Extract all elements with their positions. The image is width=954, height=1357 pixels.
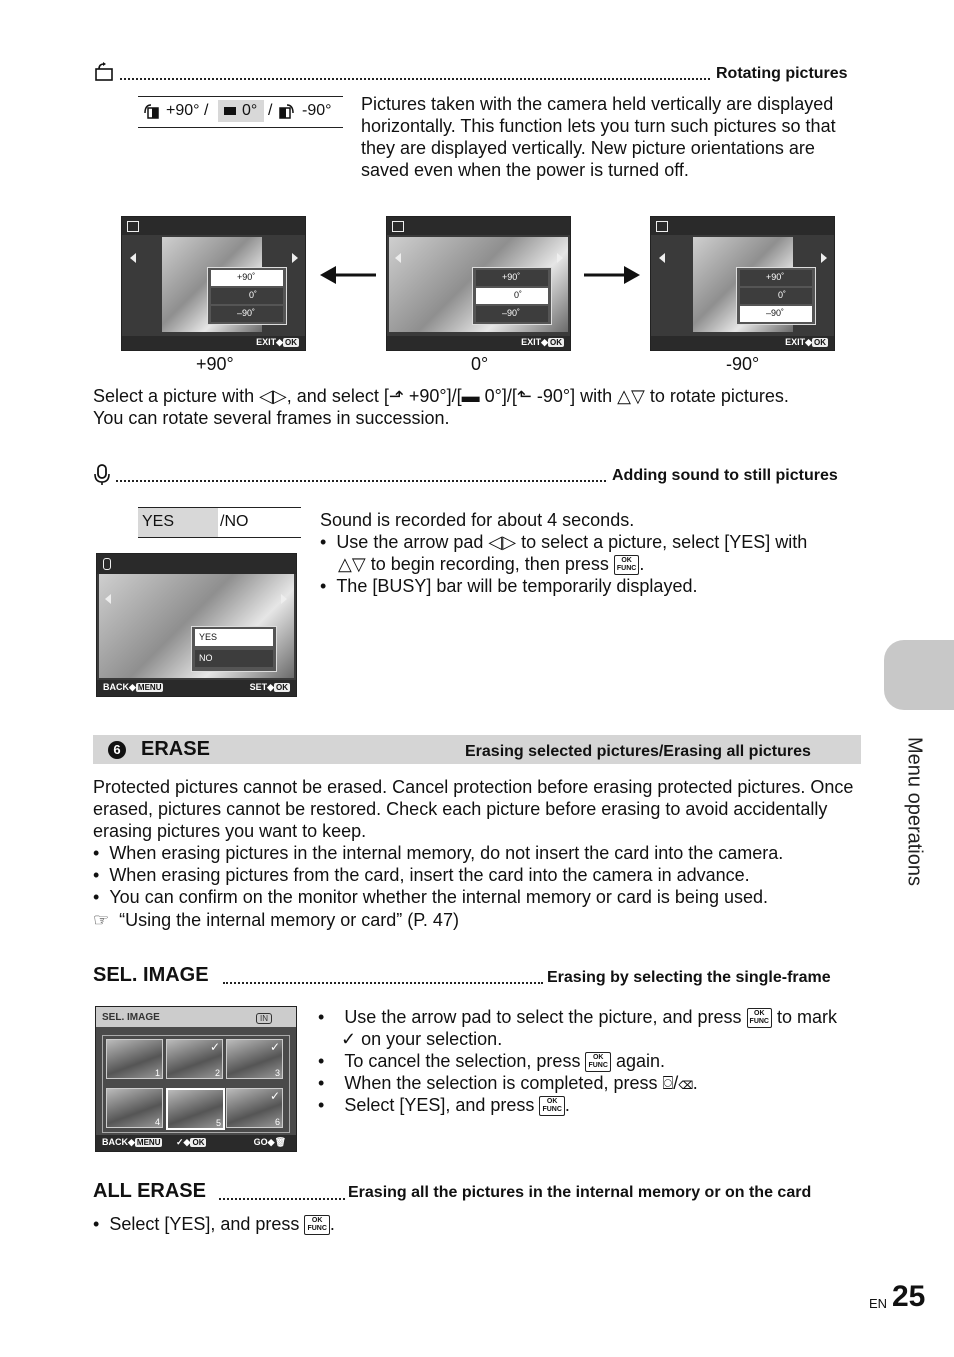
section-title-rotate: Rotating pictures	[716, 65, 848, 82]
side-tab-label: Menu operations	[903, 737, 926, 886]
erase-title: ERASE	[141, 738, 210, 760]
right-arrow-icon	[821, 253, 827, 263]
rotate-icon	[392, 221, 404, 232]
erase-bullet-3: • You can confirm on the monitor whether the internal memory or card is being used.	[93, 887, 768, 907]
sel-image-title: SEL. IMAGE	[93, 964, 209, 986]
sel-bullet-1-cont: ✓ on your selection.	[341, 1029, 503, 1049]
section-title-sound: Adding sound to still pictures	[612, 467, 838, 484]
rotate-icon	[127, 221, 139, 232]
thumb-grid	[102, 1035, 290, 1133]
sel-image-screen	[95, 1006, 297, 1152]
menu-row-minus90: –90˚	[211, 306, 283, 322]
option-plus90: +90° /	[166, 102, 209, 119]
up-down-arrows-icon: △▽	[338, 554, 366, 574]
rotate-plus-icon: ⬏	[388, 386, 404, 406]
right-arrow-icon	[281, 594, 287, 604]
ok-func-button-icon: OK FUNC	[585, 1052, 610, 1072]
all-erase-title: ALL ERASE	[93, 1180, 206, 1202]
mark-label: ✓◆ OK	[176, 1137, 205, 1147]
check-icon: ✓	[209, 1040, 220, 1054]
screen-header: SEL. IMAGE	[102, 1012, 160, 1023]
rotate-screen-zero	[386, 216, 571, 351]
pointing-hand-icon: ☞	[93, 910, 110, 930]
rotate-minus-icon: ⬑	[516, 386, 532, 406]
erase-subtitle: Erasing selected pictures/Erasing all pictures	[465, 743, 811, 760]
leader-dots	[120, 78, 710, 80]
ok-func-button-icon: OK FUNC	[747, 1008, 772, 1028]
footer-lang: EN	[869, 1296, 888, 1311]
sound-line1: Sound is recorded for about 4 seconds.	[320, 510, 635, 530]
sel-bullet-3: • When the selection is completed, press ⌼/⌫.	[318, 1073, 698, 1093]
all-erase-subtitle: Erasing all the pictures in the internal memory or on the card	[348, 1184, 812, 1201]
zero-rect-icon: ▬	[461, 386, 480, 406]
caption-plus90: +90°	[196, 354, 234, 374]
thumbnail[interactable]: 4	[106, 1088, 163, 1128]
thumbnail[interactable]: 2 ✓	[166, 1039, 223, 1079]
rotate-instruction-line1: Select a picture with ◁▷, and select [⬏ +90°]/[▬ 0°]/[⬑ -90°] with △▽ to rotate pictures.	[93, 386, 789, 406]
menu-row-plus90: +90˚	[476, 270, 548, 286]
sel-bullet-4: • Select [YES], and press OK FUNC .	[318, 1095, 570, 1115]
menu-row-zero: 0˚	[476, 288, 548, 304]
left-arrow-icon	[130, 253, 136, 263]
left-arrow-icon	[659, 253, 665, 263]
left-arrow-icon	[105, 594, 111, 604]
thumbnail[interactable]: 3 ✓	[226, 1039, 283, 1079]
rotate-menu	[207, 267, 287, 325]
rotate-plus-icon	[142, 103, 160, 119]
ok-func-button-icon: OK FUNC	[614, 555, 639, 575]
option-zero: 0°	[242, 102, 258, 119]
thumbnail[interactable]: 6 ✓	[226, 1088, 283, 1128]
side-tab	[884, 640, 954, 710]
sound-options	[138, 507, 301, 538]
rotate-instruction-line2: You can rotate several frames in succession.	[93, 408, 450, 428]
arrow-right-big	[582, 265, 640, 285]
ok-func-button-icon: OK FUNC	[539, 1096, 564, 1116]
rotate-screen-plus90	[121, 216, 306, 351]
sound-bullet2: • The [BUSY] bar will be temporarily displayed.	[320, 576, 698, 596]
left-right-arrows-icon: ◁▷	[259, 386, 287, 406]
erase-button-icon: ⌼/⌫	[662, 1073, 693, 1093]
sel-bullet-1: • Use the arrow pad to select the picture, and press OK FUNC to mark	[318, 1007, 838, 1027]
sound-menu	[191, 626, 277, 672]
check-icon: ✓	[269, 1040, 280, 1054]
thumbnail[interactable]: 1	[106, 1039, 163, 1079]
exit-label: EXIT◆ OK	[785, 337, 826, 347]
set-label: SET◆ OK	[249, 682, 288, 692]
sound-screen	[96, 553, 297, 697]
up-down-arrows-icon: △▽	[617, 386, 645, 406]
trash-icon: 🗑	[274, 1137, 286, 1147]
rotate-minus-icon	[278, 103, 296, 119]
sel-bullet-2: • To cancel the selection, press OK FUNC again.	[318, 1051, 665, 1071]
rotate-description: Pictures taken with the camera held vertically are displayed horizontally. This function lets you turn such pictures so that they are displayed vertically. New picture orientations are saved even when the power is turned off.	[361, 94, 836, 180]
ok-func-button-icon: OK FUNC	[304, 1215, 329, 1235]
erase-bullet-1: • When erasing pictures in the internal memory, do not insert the card into the camera.	[93, 843, 784, 863]
erase-reference	[93, 909, 459, 931]
menu-row-no: NO	[195, 650, 273, 667]
rotate-menu	[472, 267, 552, 325]
rotate-icon	[93, 62, 115, 82]
internal-memory-badge: IN	[256, 1013, 272, 1024]
exit-label: EXIT◆ OK	[521, 337, 562, 347]
erase-paragraph: Protected pictures cannot be erased. Cancel protection before erasing protected pictures. Once erased, pictures cannot be restored. Check each picture before erasing to avoid accidentally erasing pictures you want to keep.	[93, 777, 854, 841]
menu-row-plus90: +90˚	[211, 270, 283, 286]
right-arrow-icon	[292, 253, 298, 263]
menu-row-zero: 0˚	[211, 288, 283, 304]
leader-dots	[116, 480, 606, 482]
exit-label: EXIT◆ OK	[256, 337, 297, 347]
sound-bullet1-cont: △▽ to begin recording, then press OK FUNC .	[338, 554, 645, 574]
right-arrow-icon	[557, 253, 563, 263]
menu-row-zero: 0˚	[740, 288, 812, 304]
rotate-menu	[736, 267, 816, 325]
caption-zero: 0°	[471, 354, 489, 374]
left-arrow-icon	[395, 253, 401, 263]
option-minus90: -90°	[302, 102, 332, 119]
option-no: /NO	[220, 513, 249, 530]
caption-minus90: -90°	[726, 354, 760, 374]
sel-image-subtitle: Erasing by selecting the single-frame	[547, 969, 831, 986]
sound-bullet1: • Use the arrow pad ◁▷ to select a picture, select [YES] with	[320, 532, 808, 552]
erase-number-badge: 6	[108, 741, 126, 759]
check-mark-icon: ✓	[341, 1029, 357, 1049]
option-yes: YES	[142, 513, 175, 530]
leader-dots	[219, 1198, 345, 1200]
reference-link[interactable]: “Using the internal memory or card” (P. 47)	[119, 910, 459, 930]
rotate-icon	[656, 221, 668, 232]
left-right-arrows-icon: ◁▷	[488, 532, 517, 552]
menu-row-minus90: –90˚	[476, 306, 548, 322]
rotate-screen-minus90	[650, 216, 835, 351]
go-label: GO◆🗑	[253, 1137, 286, 1147]
rotate-options	[138, 96, 343, 128]
microphone-icon	[103, 558, 111, 570]
arrow-left-big	[320, 265, 378, 285]
check-icon: ✓	[269, 1089, 280, 1103]
leader-dots	[223, 982, 543, 984]
menu-row-plus90: +90˚	[740, 270, 812, 286]
all-erase-bullet: • Select [YES], and press OK FUNC .	[93, 1214, 335, 1234]
menu-row-minus90: –90˚	[740, 306, 812, 322]
back-label: BACK◆ MENU	[103, 682, 162, 692]
erase-bullet-2: • When erasing pictures from the card, insert the card into the camera in advance.	[93, 865, 750, 885]
back-label: BACK◆ MENU	[102, 1137, 161, 1147]
zero-rect-icon	[224, 107, 236, 115]
microphone-icon	[93, 464, 111, 486]
menu-row-yes: YES	[195, 629, 273, 646]
page-number: 25	[892, 1280, 926, 1313]
thumbnail-selected[interactable]: 5	[166, 1088, 225, 1130]
option-slash: /	[268, 102, 273, 119]
